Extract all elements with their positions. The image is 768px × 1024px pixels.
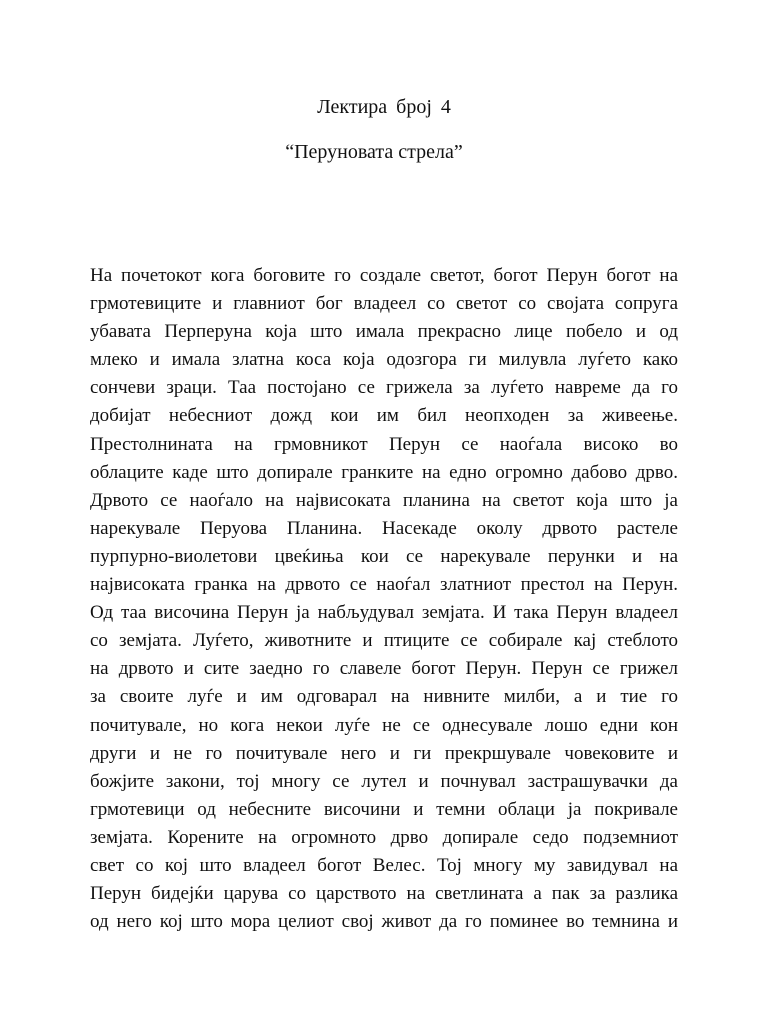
text-line: На почетокот кога боговите го создале светот, богот Перун богот на — [90, 265, 678, 286]
text-line: Дрвото се наоѓало на највисоката планина на светот која што ја — [90, 489, 678, 511]
text-line: добијат небесниот дожд кои им бил неопходен за живеење. — [90, 405, 678, 427]
document-subtitle: “Перуновата стрела” — [285, 141, 463, 163]
text-line: највисоката гранка на дрвото се наоѓал златниот престол на Перун. — [90, 574, 678, 596]
text-line: Перун бидејќи царува со царството на светлината а пак за разлика — [90, 883, 678, 905]
text-line: божјите закони, тој многу се лутел и почнувал застрашувачки да — [90, 770, 678, 792]
text-line: за своите луѓе и им одговарал на нивните милби, а и тие го — [90, 686, 678, 708]
text-line: земјата. Корените на огромното дрво допирале седо подземниот — [90, 826, 678, 848]
text-line: грмотевици од небесните височини и темни облаци ја покривале — [90, 798, 678, 820]
text-line: облаците каде што допирале гранките на едно огромно дабово дрво. — [90, 461, 678, 483]
text-line: други и не го почитувале него и ги прекршувале човековите и — [90, 742, 678, 764]
body-paragraph — [90, 262, 678, 936]
text-line: Од таа височина Перун ја набљудувал земјата. И така Перун владеел — [90, 602, 678, 624]
text-line: сончеви зраци. Таа постојано се грижела за луѓето навреме да го — [90, 377, 678, 399]
text-line: нарекувале Перуова Планина. Насекаде околу дрвото растеле — [90, 517, 678, 539]
text-line: од него кој што мора целиот свој живот да го поминее во темнина и — [90, 911, 678, 933]
text-line: млеко и имала златна коса која одозгора ги милувла луѓето како — [90, 349, 678, 371]
text-line: почитувале, но кога некои луѓе не се однесувале лошо едни кон — [90, 714, 678, 736]
text-line: Престолнината на грмовникот Перун се наоѓала високо во — [90, 433, 678, 455]
text-line: свет со кој што владеел богот Велес. Тој многу му завидувал на — [90, 854, 678, 876]
text-line: пурпурно-виолетови цвеќиња кои се нарекувале перунки и на — [90, 545, 678, 567]
text-line: убавата Перперуна која што имала прекрасно лице побело и од — [90, 321, 678, 343]
text-line: на дрвото и сите заедно го славеле богот Перун. Перун се грижел — [90, 658, 678, 680]
text-line: грмотевиците и главниот бог владеел со светот со својата сопруга — [90, 293, 678, 315]
text-line: со земјата. Луѓето, животните и птиците се собирале кај стеблото — [90, 630, 678, 652]
document-title: Лектира број 4 — [317, 96, 451, 118]
